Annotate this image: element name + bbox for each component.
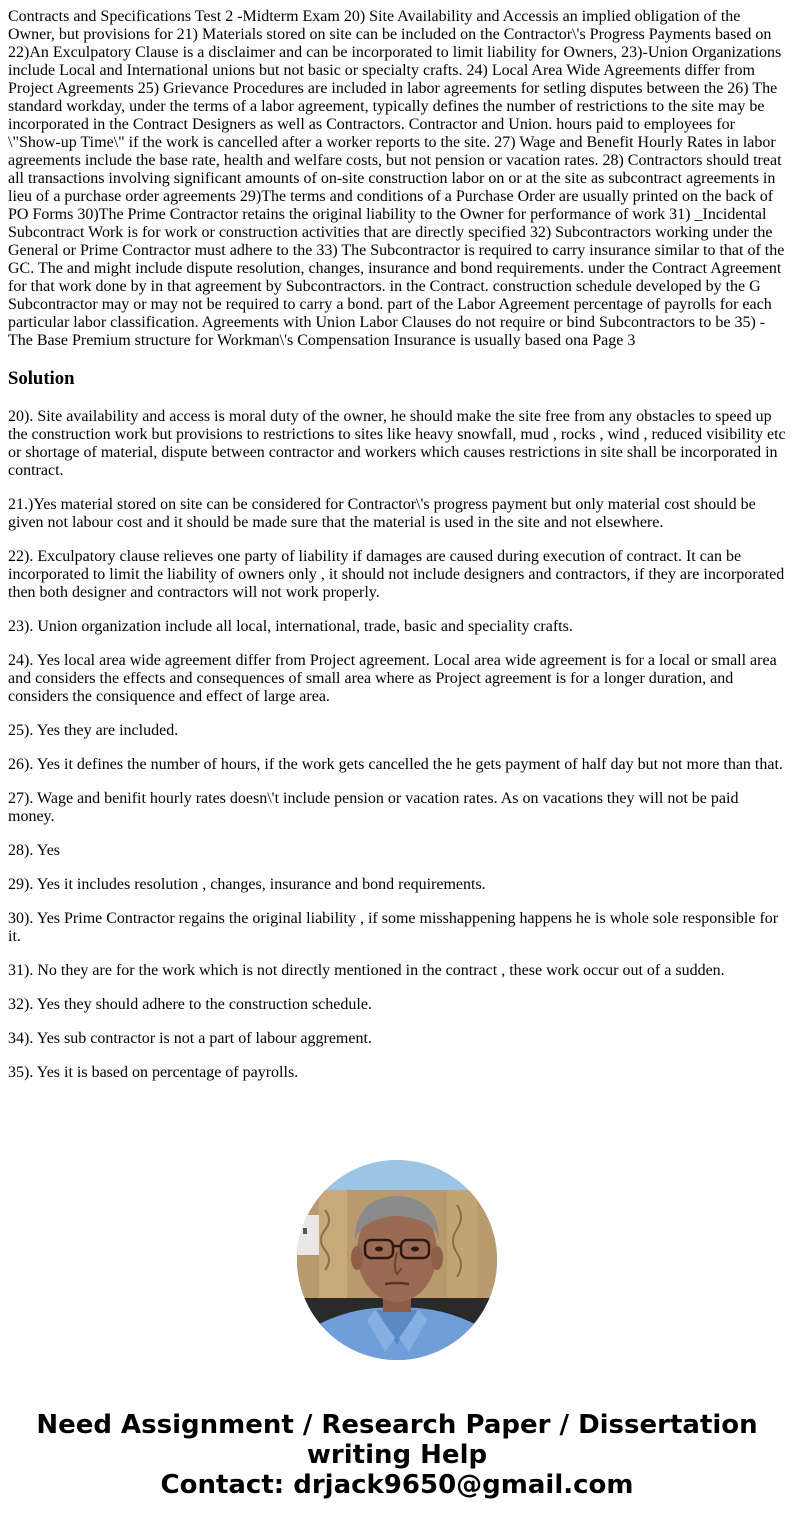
answer-26: 26). Yes it defines the number of hours, if the work gets cancelled the he gets payment of half day but not more than that. xyxy=(8,756,783,773)
answer-20: 20). Site availability and access is moral duty of the owner, he should make the site free from any obstacles to speed up the construction work but provisions to restrictions to sites like heavy snowfall, mud , rocks , wind , reduced visibility etc or shortage of material, dispute between contractor and workers which causes restrictions in site shall be incorporated in contract. xyxy=(8,408,786,479)
answer-35: 35). Yes it is based on percentage of payrolls. xyxy=(8,1064,299,1081)
answer-27: 27). Wage and benifit hourly rates doesn\'t include pension or vacation rates. As on vacations they will not be paid money. xyxy=(8,790,739,825)
answer-25: 25). Yes they are included. xyxy=(8,722,179,739)
question-text: Contracts and Specifications Test 2 -Midterm Exam 20) Site Availability and Accessis an implied obligation of the Owner, but provisions for 21) Materials stored on site can be included on the Contractor\'s Progress Payments based on 22)An Exculpatory Clause is a disclaimer and can be incorporated to limit liability for Owners, 23)-Union Organizations include Local and International unions but not basic or specialty crafts. 24) Local Area Wide Agreements differ from Project Agreements 25) Grievance Procedures are included in labor agreements for setling disputes between the 26) The standard workday, under the terms of a labor agreement, typically defines the number of restrictions to the site may be incorporated in the Contract Designers as well as Contractors. Contractor and Union. hours paid to employees for \"Show-up Time\" if the work is cancelled after a worker reports to the site. 27) Wage and Benefit Hourly Rates in labor agreements include the base rate, health and welfare costs, but not pension or vacation rates. 28) Contractors should treat all transactions involving significant amounts of on-site construction labor on or at the site as subcontract agreements in lieu of a purchase order agreements 29)The terms and conditions of a Purchase Order are usually printed on the back of PO Forms 30)The Prime Contractor retains the original liability to the Owner for performance of work 31) _Incidental Subcontract Work is for work or construction activities that are directly specified 32) Subcontractors working under the General or Prime Contractor must adhere to the 33) The Subcontractor is required to carry insurance similar to that of the GC. The and might include dispute resolution, changes, insurance and bond requirements. under the Contract Agreement for that work done by in that agreement by Subcontractors. in the Contract. construction schedule developed by the G Subcontractor may or may not be required to carry a bond. part of the Labor Agreement percentage of payrolls for each particular labor classification. Agreements with Union Labor Clauses do not require or bind Subcontractors to be 35) -The Base Premium structure for Workman\'s Compensation Insurance is usually based ona Page 3 xyxy=(8,8,785,349)
avatar xyxy=(297,1160,497,1360)
author-avatar-container xyxy=(8,1160,786,1360)
answer-24: 24). Yes local area wide agreement differ from Project agreement. Local area wide agreement is for a local or small area and considers the effects and consequences of small area where as Project agreement is for a longer duration, and considers the consiquence and effect of large area. xyxy=(8,652,777,705)
promo-banner xyxy=(8,1410,786,1500)
person-photo-icon xyxy=(297,1160,497,1360)
answer-29: 29). Yes it includes resolution , changes, insurance and bond requirements. xyxy=(8,876,486,893)
answer-21: 21.)Yes material stored on site can be considered for Contractor\'s progress payment but only material cost should be given not labour cost and it should be made sure that the material is used in the site and not elsewhere. xyxy=(8,496,756,531)
answer-23: 23). Union organization include all local, international, trade, basic and speciality crafts. xyxy=(8,618,573,635)
solution-heading: Solution xyxy=(8,368,75,389)
answer-31: 31). No they are for the work which is not directly mentioned in the contract , these work occur out of a sudden. xyxy=(8,962,725,979)
answer-34: 34). Yes sub contractor is not a part of labour aggrement. xyxy=(8,1030,372,1047)
answer-22: 22). Exculpatory clause relieves one party of liability if damages are caused during execution of contract. It can be incorporated to limit the liability of owners only , it should not include designers and contractors, if they are incorporated then both designer and contractors will not work properly. xyxy=(8,548,785,601)
solution-answers xyxy=(8,408,786,1082)
answer-28: 28). Yes xyxy=(8,842,61,859)
answer-32: 32). Yes they should adhere to the construction schedule. xyxy=(8,996,372,1013)
promo-line-2: writing Help xyxy=(306,1440,488,1470)
answer-30: 30). Yes Prime Contractor regains the original liability , if some misshappening happens he is whole sole responsible for it. xyxy=(8,910,779,945)
promo-contact: Contact: drjack9650@gmail.com xyxy=(160,1470,634,1500)
promo-line-1: Need Assignment / Research Paper / Dissertation xyxy=(36,1410,758,1440)
